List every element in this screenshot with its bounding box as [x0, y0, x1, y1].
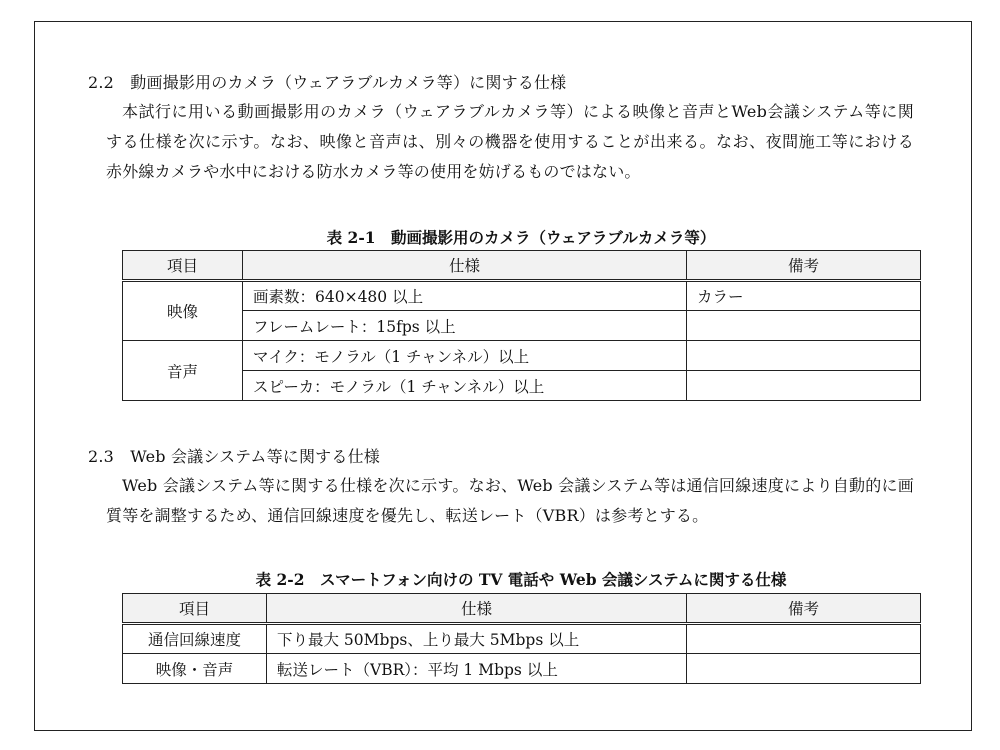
table-header-row	[123, 594, 921, 624]
table-2-1	[122, 250, 921, 401]
table-row	[123, 371, 921, 401]
table-row	[123, 341, 921, 371]
note-cell	[687, 311, 921, 341]
header-note: 備考	[687, 251, 921, 281]
spec-cell: 下り最大 50Mbps、上り最大 5Mbps 以上	[267, 624, 687, 654]
spec-cell: フレームレート：15fps 以上	[243, 311, 687, 341]
spec-cell: 画素数：640×480 以上	[243, 281, 687, 311]
table-row	[123, 624, 921, 654]
note-cell	[687, 624, 921, 654]
section-2-3-paragraph: Web 会議システム等に関する仕様を次に示す。なお、Web 会議システム等は通信回線速度により自動的に画質等を調整するため、通信回線速度を優先し、転送レート（VBR）は参考とする。	[106, 476, 914, 525]
section-2-2-paragraph: 本試行に用いる動画撮影用のカメラ（ウェアラブルカメラ等）による映像と音声とWeb会議システム等に関する仕様を次に示す。なお、映像と音声は、別々の機器を使用することが出来る。なお、夜間施工等における赤外線カメラや水中における防水カメラ等の使用を妨げるものではない。	[106, 102, 914, 181]
item-cell: 映像・音声	[123, 654, 267, 684]
item-cell-audio: 音声	[123, 341, 243, 401]
spec-cell: マイク：モノラル（1 チャンネル）以上	[243, 341, 687, 371]
header-spec: 仕様	[267, 594, 687, 624]
header-item: 項目	[123, 594, 267, 624]
table-row	[123, 311, 921, 341]
table-2-2	[122, 593, 921, 684]
note-cell	[687, 654, 921, 684]
spec-cell: スピーカ：モノラル（1 チャンネル）以上	[243, 371, 687, 401]
section-2-3-heading: 2.3 Web 会議システム等に関する仕様	[88, 447, 380, 466]
table-header-row	[123, 251, 921, 281]
item-cell: 通信回線速度	[123, 624, 267, 654]
spec-cell: 転送レート（VBR）：平均 1 Mbps 以上	[267, 654, 687, 684]
section-2-2-heading: 2.2 動画撮影用のカメラ（ウェアラブルカメラ等）に関する仕様	[88, 73, 567, 92]
header-note: 備考	[687, 594, 921, 624]
note-cell	[687, 341, 921, 371]
note-cell: カラー	[687, 281, 921, 311]
header-spec: 仕様	[243, 251, 687, 281]
table-row	[123, 281, 921, 311]
table-2-2-caption: 表 2-2 スマートフォン向けの TV 電話や Web 会議システムに関する仕様	[255, 570, 787, 589]
header-item: 項目	[123, 251, 243, 281]
table-row	[123, 654, 921, 684]
item-cell-video: 映像	[123, 281, 243, 341]
note-cell	[687, 371, 921, 401]
table-2-1-caption: 表 2-1 動画撮影用のカメラ（ウェアラブルカメラ等）	[326, 228, 716, 247]
